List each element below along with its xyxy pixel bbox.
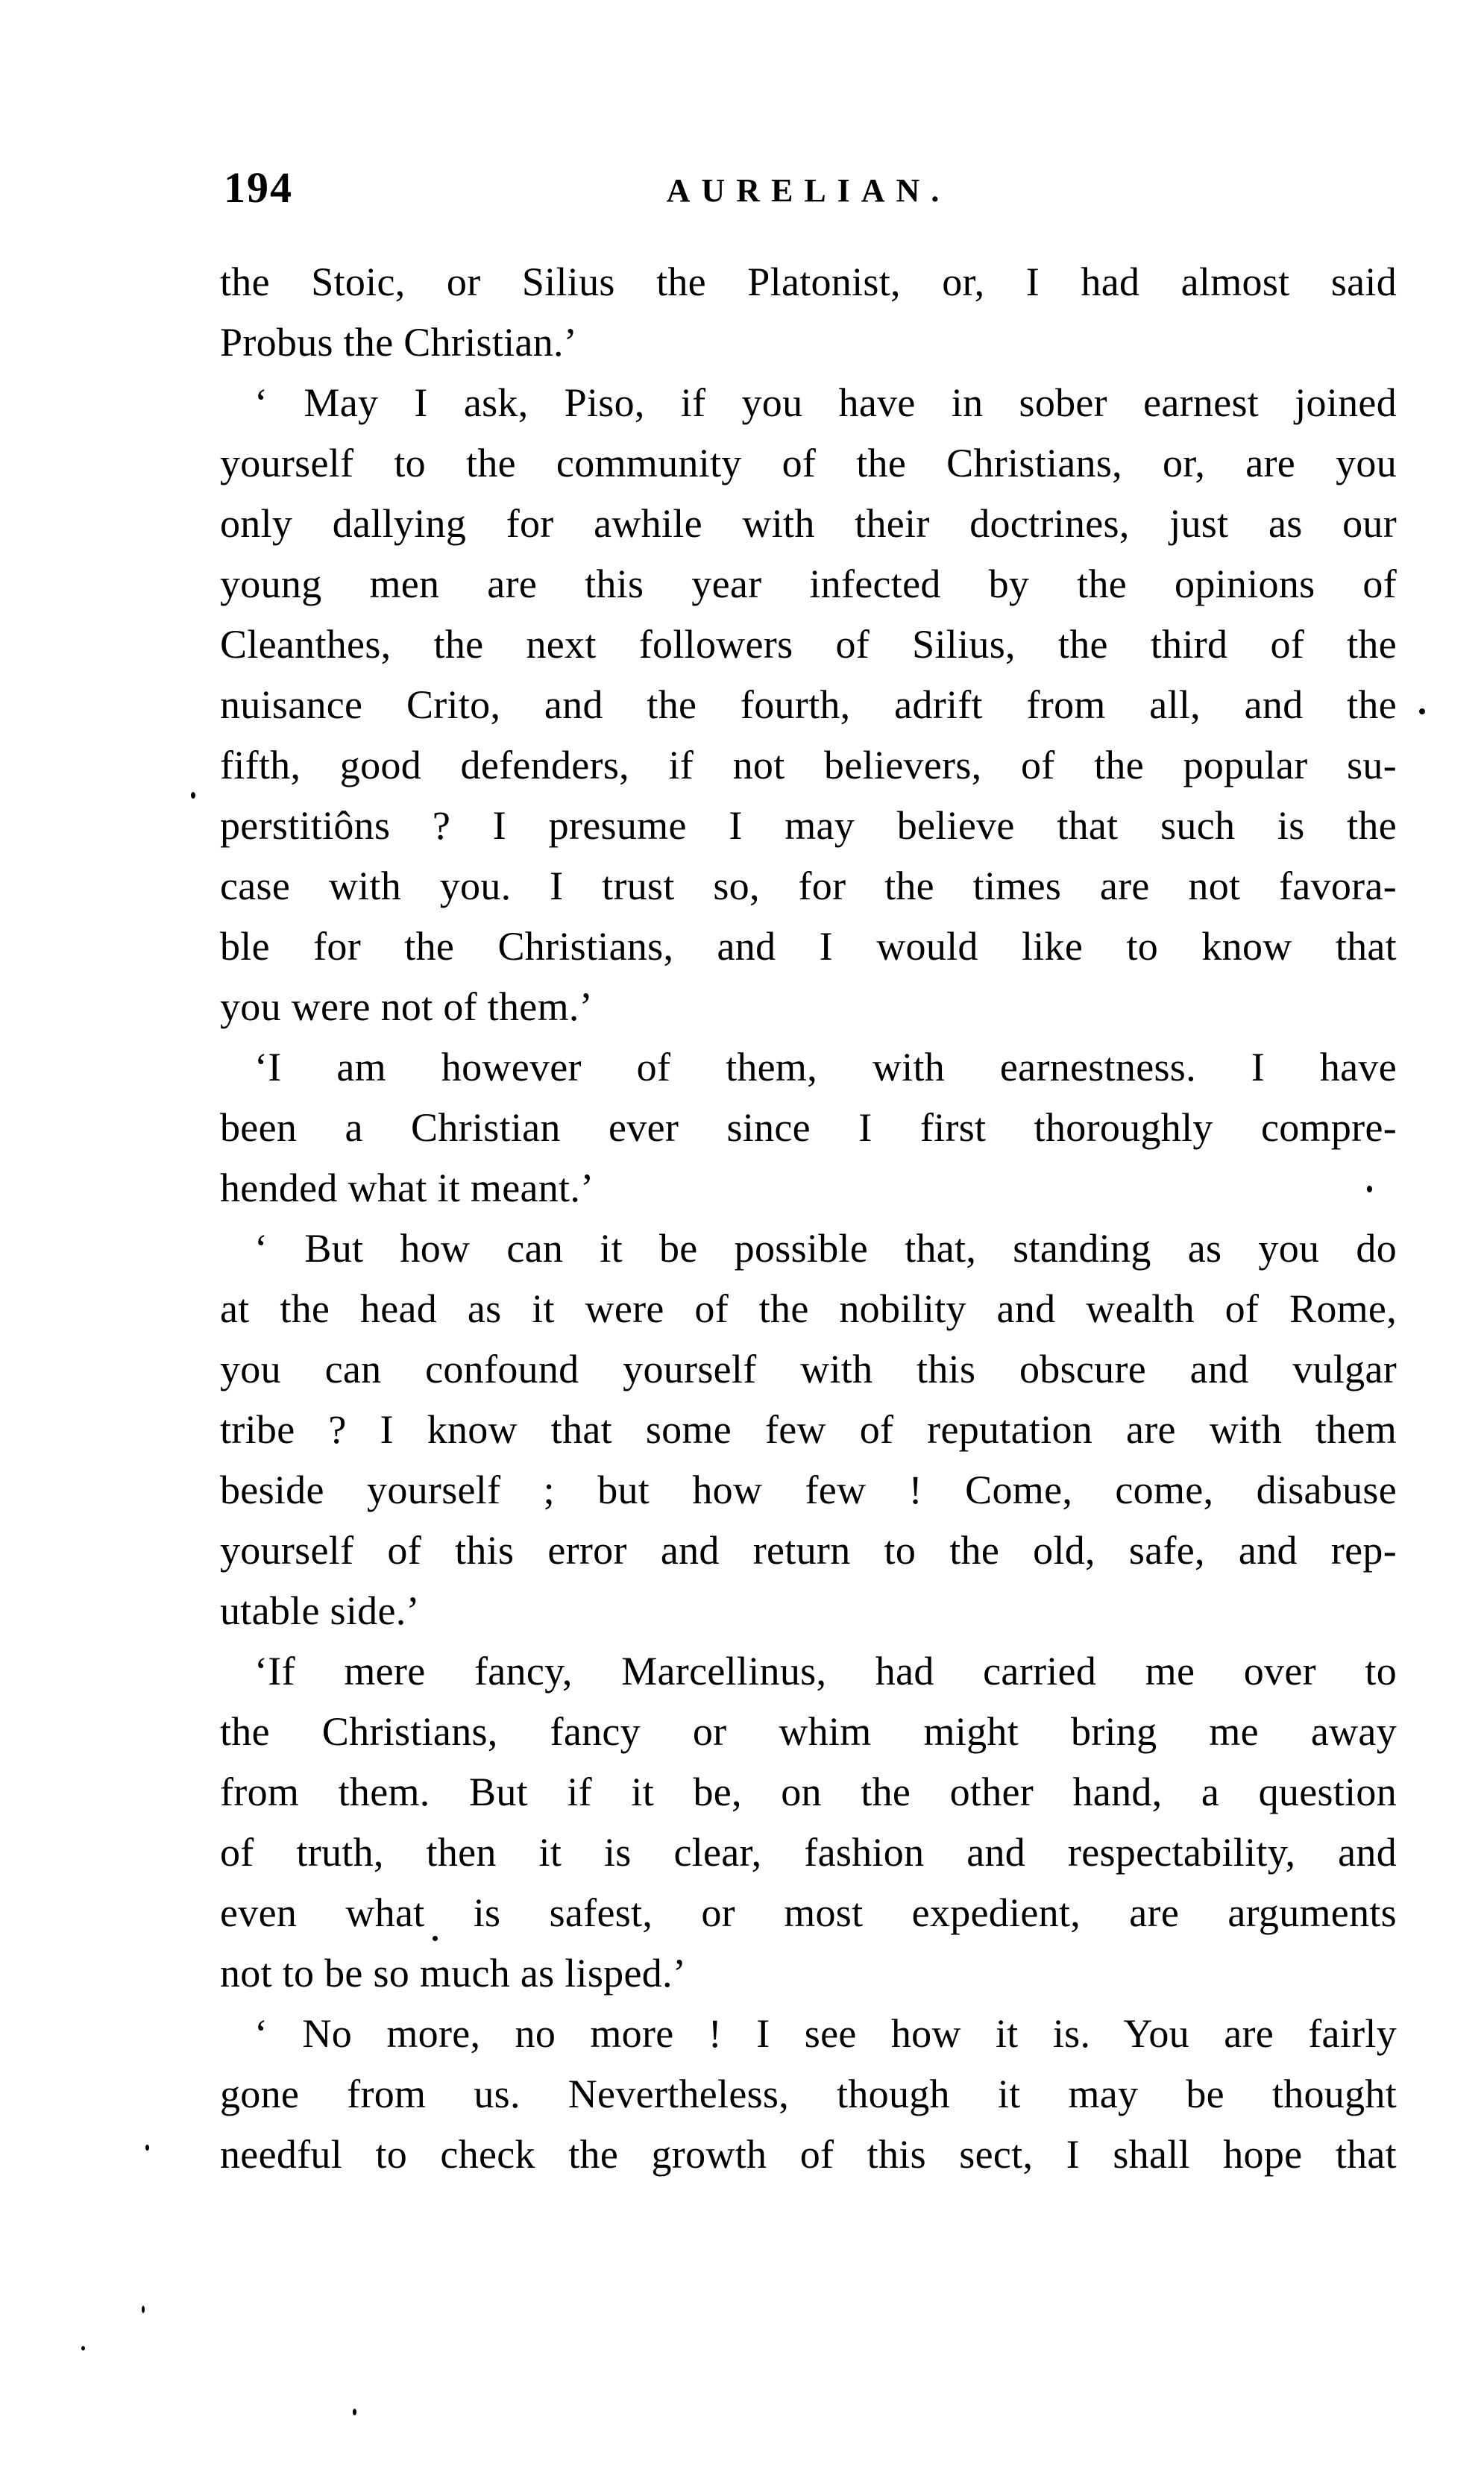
text-line: from them. But if it be, on the other hand, a question xyxy=(220,1770,1397,1814)
text-line: Cleanthes, the next followers of Silius, the third of the xyxy=(220,622,1397,667)
scan-speck xyxy=(1367,1186,1372,1192)
text-line: ‘If mere fancy, Marcellinus, had carried me over to xyxy=(254,1649,1397,1693)
text-line: ble for the Christians, and I would like to know that xyxy=(220,924,1397,969)
text-line: ‘ No more, no more ! I see how it is. You are fairly xyxy=(254,2011,1397,2056)
text-line: been a Christian ever since I first thoroughly compre- xyxy=(220,1105,1397,1150)
text-line: you were not of them.’ xyxy=(220,984,593,1029)
running-title: AURELIAN. xyxy=(666,172,951,209)
text-line: needful to check the growth of this sect, I shall hope that xyxy=(220,2132,1397,2177)
text-line: ‘I am however of them, with earnestness. I have xyxy=(254,1045,1397,1089)
text-line: the Christians, fancy or whim might bring me away xyxy=(220,1709,1397,1754)
text-line: hended what it meant.’ xyxy=(220,1166,594,1210)
text-line: gone from us. Nevertheless, though it may be thought xyxy=(220,2072,1397,2116)
scan-speck xyxy=(145,2145,149,2151)
text-line: perstitiôns ? I presume I may believe that such is the xyxy=(220,803,1397,848)
text-line: case with you. I trust so, for the times are not favora- xyxy=(220,864,1397,908)
text-line: yourself of this error and return to the old, safe, and rep- xyxy=(220,1528,1397,1573)
text-line: yourself to the community of the Christians, or, are you xyxy=(220,441,1397,485)
text-line: ‘ May I ask, Piso, if you have in sober earnest joined xyxy=(254,380,1397,425)
text-line: tribe ? I know that some few of reputation are with them xyxy=(220,1407,1397,1452)
scan-speck xyxy=(433,1936,438,1941)
text-line: utable side.’ xyxy=(220,1588,420,1633)
scan-speck xyxy=(1419,708,1425,714)
text-line: Probus the Christian.’ xyxy=(220,320,578,365)
text-line: at the head as it were of the nobility and wealth of Rome, xyxy=(220,1286,1397,1331)
text-line: young men are this year infected by the opinions of xyxy=(220,562,1397,606)
scan-speck xyxy=(353,2409,356,2415)
text-line: nuisance Crito, and the fourth, adrift from all, and the xyxy=(220,682,1397,727)
text-line: beside yourself ; but how few ! Come, come, disabuse xyxy=(220,1468,1397,1512)
text-line: even what is safest, or most expedient, are arguments xyxy=(220,1890,1397,1935)
text-line: fifth, good defenders, if not believers, of the popular su- xyxy=(220,743,1397,787)
page-number: 194 xyxy=(224,163,293,212)
page-text xyxy=(220,252,1397,2185)
text-line: you can confound yourself with this obscure and vulgar xyxy=(220,1347,1397,1391)
text-line: only dallying for awhile with their doctrines, just as our xyxy=(220,501,1397,546)
text-line: of truth, then it is clear, fashion and respectability, and xyxy=(220,1830,1397,1875)
text-line: not to be so much as lisped.’ xyxy=(220,1951,687,1996)
scan-speck xyxy=(191,792,195,799)
scan-speck xyxy=(142,2306,145,2313)
text-line: the Stoic, or Silius the Platonist, or, I had almost said xyxy=(220,260,1397,304)
scan-speck xyxy=(81,2346,85,2350)
text-line: ‘ But how can it be possible that, standing as you do xyxy=(254,1226,1397,1271)
